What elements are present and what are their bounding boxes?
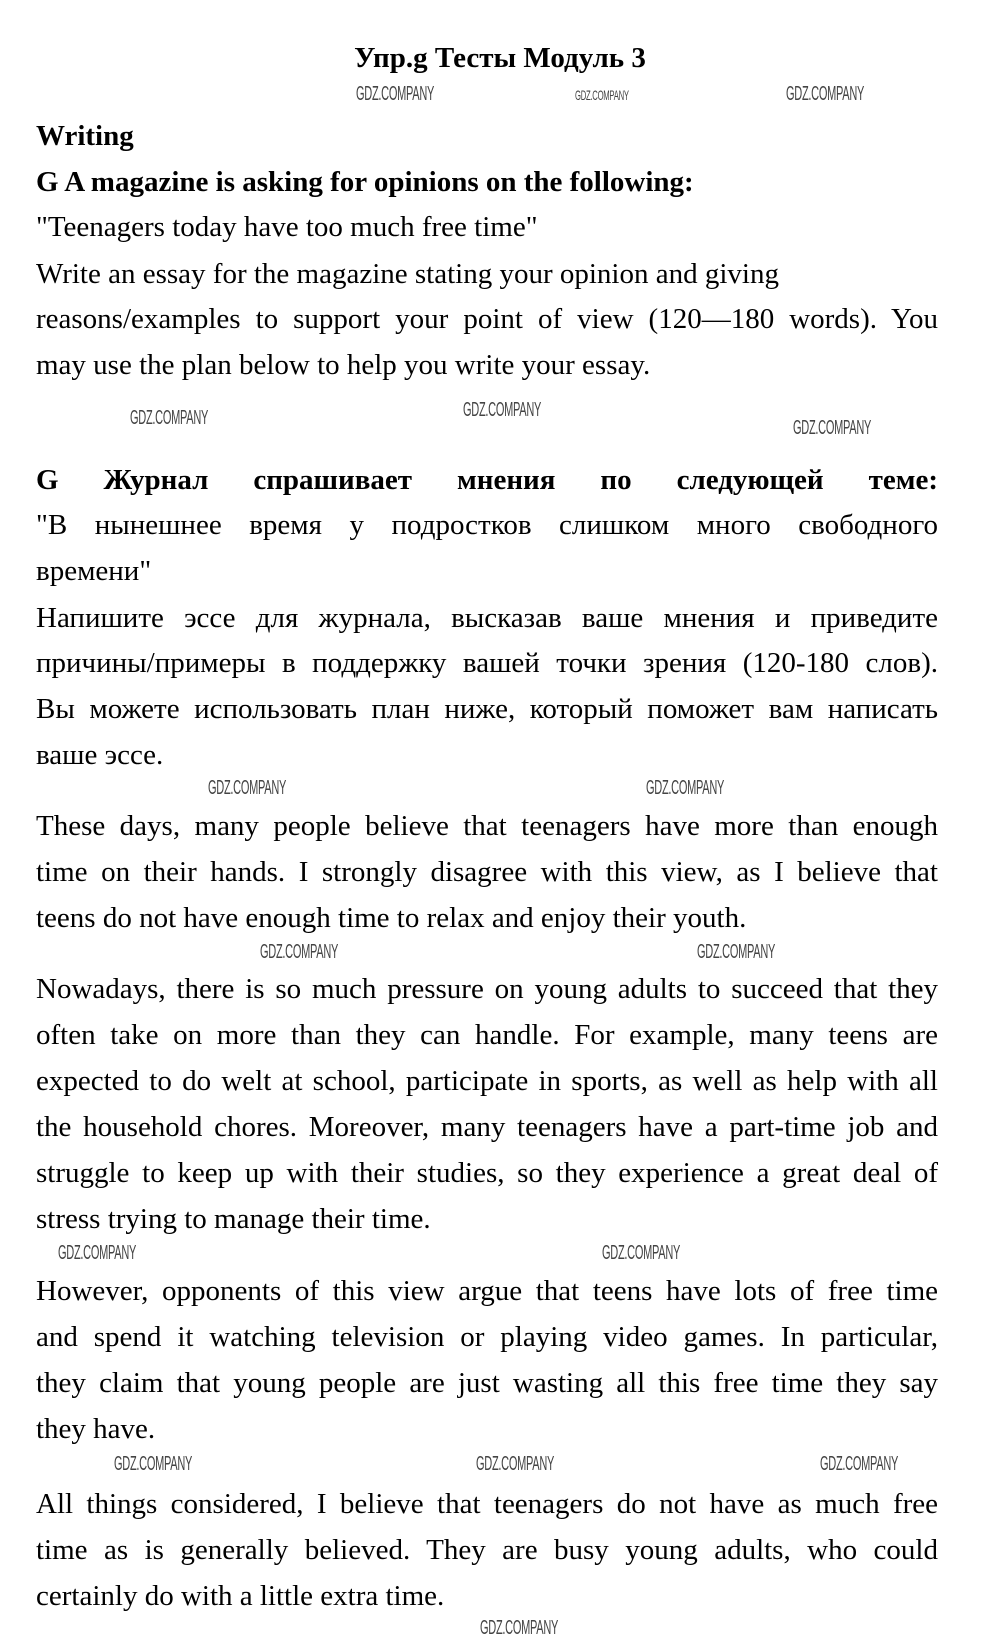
watermark: GDZ.COMPANY bbox=[646, 777, 725, 799]
essay-line: All things considered, I believe that teenagers do not have as much free bbox=[36, 1488, 938, 1520]
task-line-ru: Напишите эссе для журнала, высказав ваше мнения и приведите bbox=[36, 602, 938, 634]
essay-line: time on their hands. I strongly disagree with this view, as I believe that bbox=[36, 856, 938, 888]
task-line: "Teenagers today have too much free time" bbox=[36, 211, 538, 243]
essay-line: often take on more than they can handle. For example, many teens are bbox=[36, 1019, 938, 1051]
watermark: GDZ.COMPANY bbox=[602, 1242, 681, 1264]
task-prompt-ru: G Журнал спрашивает мнения по следующей теме: bbox=[36, 464, 938, 496]
watermark: GDZ.COMPANY bbox=[356, 83, 435, 105]
essay-line: expected to do welt at school, participate in sports, as well as help with all bbox=[36, 1065, 938, 1097]
watermark: GDZ.COMPANY bbox=[697, 941, 776, 963]
watermark: GDZ.COMPANY bbox=[793, 417, 872, 439]
watermark: GDZ.COMPANY bbox=[260, 941, 339, 963]
essay-line: teens do not have enough time to relax and enjoy their youth. bbox=[36, 902, 747, 934]
watermark: GDZ.COMPANY bbox=[58, 1242, 137, 1264]
section-heading-writing: Writing bbox=[36, 120, 134, 152]
task-line: may use the plan below to help you write your essay. bbox=[36, 349, 651, 381]
essay-line: struggle to keep up with their studies, so they experience a great deal of bbox=[36, 1157, 938, 1189]
essay-line: Nowadays, there is so much pressure on young adults to succeed that they bbox=[36, 973, 938, 1005]
watermark: GDZ.COMPANY bbox=[114, 1453, 193, 1475]
essay-line: These days, many people believe that teenagers have more than enough bbox=[36, 810, 938, 842]
essay-line: certainly do with a little extra time. bbox=[36, 1580, 445, 1612]
page-title: Упр.g Тесты Модуль 3 bbox=[354, 42, 646, 74]
watermark: GDZ.COMPANY bbox=[786, 83, 865, 105]
task-line-ru: времени" bbox=[36, 555, 152, 587]
task-line-ru: "В нынешнее время у подростков слишком много свободного bbox=[36, 509, 938, 541]
watermark: GDZ.COMPANY bbox=[130, 407, 209, 429]
watermark: GDZ.COMPANY bbox=[480, 1617, 559, 1639]
watermark: GDZ.COMPANY bbox=[463, 399, 542, 421]
task-line-ru: причины/примеры в поддержку вашей точки зрения (120-180 слов). bbox=[36, 647, 938, 679]
essay-line: they have. bbox=[36, 1413, 156, 1445]
watermark: GDZ.COMPANY bbox=[208, 777, 287, 799]
essay-line: the household chores. Moreover, many teenagers have a part-time job and bbox=[36, 1111, 938, 1143]
watermark: GDZ.COMPANY bbox=[575, 87, 629, 103]
task-line-ru: Вы можете использовать план ниже, который поможет вам написать bbox=[36, 693, 938, 725]
essay-line: time as is generally believed. They are busy young adults, who could bbox=[36, 1534, 938, 1566]
essay-line: they claim that young people are just wasting all this free time they say bbox=[36, 1367, 938, 1399]
essay-line: stress trying to manage their time. bbox=[36, 1203, 431, 1235]
watermark: GDZ.COMPANY bbox=[476, 1453, 555, 1475]
task-line-ru: ваше эссе. bbox=[36, 739, 164, 771]
watermark: GDZ.COMPANY bbox=[820, 1453, 899, 1475]
task-line: Write an essay for the magazine stating your opinion and giving bbox=[36, 258, 779, 290]
essay-line: However, opponents of this view argue that teens have lots of free time bbox=[36, 1275, 938, 1307]
essay-line: and spend it watching television or playing video games. In particular, bbox=[36, 1321, 938, 1353]
task-line: reasons/examples to support your point of view (120—180 words). You bbox=[36, 303, 938, 335]
task-prompt-en: G A magazine is asking for opinions on the following: bbox=[36, 166, 694, 198]
